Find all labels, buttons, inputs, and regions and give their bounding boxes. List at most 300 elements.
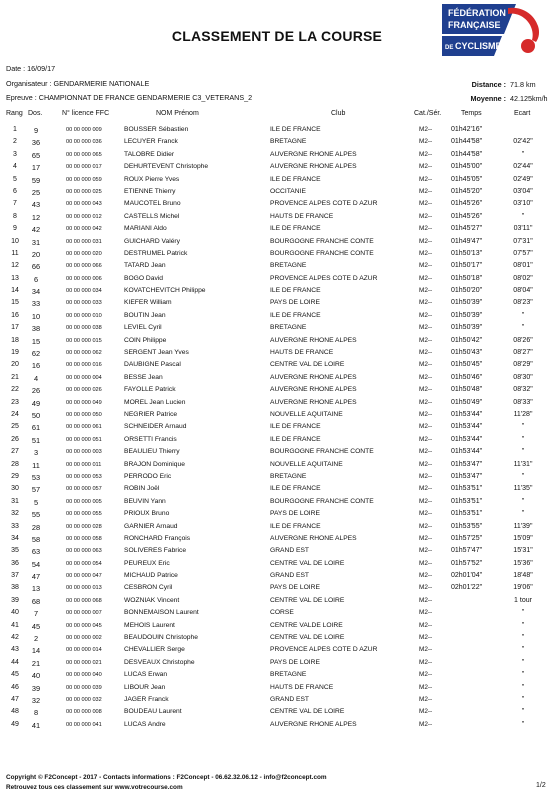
finish-time: 01h57'25" xyxy=(451,534,483,542)
licence-number: 00 00 000 057 xyxy=(66,486,102,493)
time-gap: 08'33" xyxy=(513,398,533,406)
category: M2-- xyxy=(419,683,433,691)
category: M2-- xyxy=(419,324,433,332)
rank: 11 xyxy=(11,249,19,257)
licence-number: 00 00 000 049 xyxy=(66,399,102,406)
rank: 7 xyxy=(13,200,17,208)
table-row xyxy=(0,285,554,297)
time-gap: 08'23" xyxy=(513,299,533,307)
rider-name: ROBIN Joël xyxy=(124,485,160,493)
bib-number: 14 xyxy=(31,646,41,656)
bib-number: 38 xyxy=(31,324,41,334)
table-row xyxy=(0,644,554,656)
rank: 4 xyxy=(13,163,17,171)
club-name: AUVERGNE RHONE ALPES xyxy=(270,720,357,728)
rank: 46 xyxy=(11,683,19,691)
rank: 30 xyxy=(11,485,19,493)
rider-name: PEUREUX Eric xyxy=(124,559,170,567)
finish-time: 01h53'51" xyxy=(451,497,483,505)
table-row xyxy=(0,384,554,396)
distance-label xyxy=(460,80,506,89)
bib-number: 5 xyxy=(33,497,39,507)
finish-time: 01h45'27" xyxy=(451,225,483,233)
bib-number: 12 xyxy=(31,212,41,222)
finish-time: 01h45'05" xyxy=(451,175,483,183)
licence-number: 00 00 000 059 xyxy=(66,176,102,183)
rider-name: BOGO David xyxy=(124,274,164,282)
bib-number: 31 xyxy=(31,237,41,247)
bib-number: 21 xyxy=(31,658,41,668)
col-temps: Temps xyxy=(461,110,482,117)
table-row xyxy=(0,161,554,173)
time-gap: 1 tour xyxy=(514,596,532,604)
club-name: PROVENCE ALPES COTE D AZUR xyxy=(270,646,378,654)
rider-name: BOUSSER Sébastien xyxy=(124,126,189,133)
club-name: PAYS DE LOIRE xyxy=(270,510,320,518)
licence-number: 00 00 000 012 xyxy=(66,213,102,220)
table-row xyxy=(0,694,554,706)
club-name: CENTRE VAL DE LOIRE xyxy=(270,708,345,716)
table-row xyxy=(0,719,554,731)
table-row xyxy=(0,297,554,309)
table-row xyxy=(0,582,554,594)
rider-name: ROUX Pierre Yves xyxy=(124,175,180,183)
finish-time: 01h50'43" xyxy=(451,349,483,357)
club-name: AUVERGNE RHONE ALPES xyxy=(270,163,357,171)
rider-name: MAUCOTEL Bruno xyxy=(124,200,181,208)
bib-number: 41 xyxy=(31,720,41,730)
finish-time: 01h50'17" xyxy=(451,262,483,270)
time-gap: " xyxy=(521,150,525,158)
rider-name: GARNIER Arnaud xyxy=(124,522,178,530)
rider-name: KIEFER William xyxy=(124,299,172,307)
page-number: 1/2 xyxy=(536,782,546,789)
finish-time: 01h45'26" xyxy=(451,200,483,208)
time-gap: 03'11" xyxy=(513,225,533,233)
rank: 24 xyxy=(11,410,19,418)
club-name: ILE DE FRANCE xyxy=(270,522,321,530)
licence-number: 00 00 000 008 xyxy=(66,709,102,716)
finish-time: 01h45'20" xyxy=(451,187,483,195)
rider-name: ETIENNE Thierry xyxy=(124,187,176,195)
bib-number: 16 xyxy=(31,361,41,371)
category: M2-- xyxy=(419,386,433,394)
licence-number: 00 00 000 021 xyxy=(66,659,102,666)
category: M2-- xyxy=(419,646,433,654)
rider-name: RONCHARD François xyxy=(124,534,191,542)
logo-text-de: DE xyxy=(445,45,454,51)
finish-time: 01h53'47" xyxy=(451,460,483,468)
rider-name: LEVIEL Cyril xyxy=(124,324,162,332)
finish-time: 01h50'39" xyxy=(451,299,483,307)
category: M2-- xyxy=(419,720,433,728)
time-gap: " xyxy=(521,510,525,518)
club-name: NOUVELLE AQUITAINE xyxy=(270,410,343,418)
club-name: ILE DE FRANCE xyxy=(270,311,321,319)
category: M2-- xyxy=(419,225,433,233)
footer-website: Retrouvez tous ces classement sur www.votrecourse.com xyxy=(6,784,183,791)
club-name: PAYS DE LOIRE xyxy=(270,299,320,307)
rank: 43 xyxy=(11,646,19,654)
category: M2-- xyxy=(419,336,433,344)
licence-number: 00 00 000 047 xyxy=(66,573,102,580)
rider-name: NEGRIER Patrice xyxy=(124,410,178,418)
bib-number: 49 xyxy=(31,398,41,408)
time-gap: 02'42" xyxy=(513,138,533,146)
licence-number: 00 00 000 038 xyxy=(66,325,102,332)
rider-name: MICHAUD Patrice xyxy=(124,572,178,580)
table-row xyxy=(0,521,554,533)
time-gap: 08'26" xyxy=(513,336,533,344)
rider-name: BONNEMAISON Laurent xyxy=(124,609,199,617)
finish-time: 01h53'47" xyxy=(451,472,483,480)
bib-number: 32 xyxy=(31,695,41,705)
time-gap: 11'35" xyxy=(513,485,533,493)
club-name: AUVERGNE RHONE ALPES xyxy=(270,534,357,542)
time-gap: 07'57" xyxy=(513,249,533,257)
licence-number: 00 00 000 066 xyxy=(66,263,102,270)
bib-number: 54 xyxy=(31,559,41,569)
category: M2-- xyxy=(419,695,433,703)
rider-name: LECUYER Franck xyxy=(124,138,178,146)
col-cat: Cat./Sér. xyxy=(414,110,442,117)
table-row xyxy=(0,211,554,223)
rank: 14 xyxy=(11,287,19,295)
rank: 32 xyxy=(11,510,19,518)
finish-time: 01h57'52" xyxy=(451,559,483,567)
rank: 12 xyxy=(11,262,19,270)
col-licence: N° licence FFC xyxy=(62,110,110,117)
finish-time: 01h50'18" xyxy=(451,274,483,282)
licence-number: 00 00 000 013 xyxy=(66,585,102,592)
rider-name: KOVATCHEVITCH Philippe xyxy=(124,287,206,295)
category: M2-- xyxy=(419,572,433,580)
finish-time: 01h57'47" xyxy=(451,547,483,555)
finish-time: 01h53'51" xyxy=(451,485,483,493)
time-gap: 11'39" xyxy=(513,522,533,530)
time-gap: 11'31" xyxy=(513,460,533,468)
licence-number: 00 00 000 045 xyxy=(66,622,102,629)
col-nom: NOM Prénom xyxy=(156,110,199,117)
rank: 9 xyxy=(13,225,17,233)
time-gap: " xyxy=(521,324,525,332)
licence-number: 00 00 000 005 xyxy=(66,498,102,505)
licence-number: 00 00 000 025 xyxy=(66,188,102,195)
time-gap: 08'27" xyxy=(513,349,533,357)
rank: 38 xyxy=(11,584,19,592)
table-row xyxy=(0,260,554,272)
category: M2-- xyxy=(419,262,433,270)
rider-name: WOZNIAK Vincent xyxy=(124,596,180,604)
licence-number: 00 00 000 015 xyxy=(66,337,102,344)
club-name: ILE DE FRANCE xyxy=(270,485,321,493)
licence-number: 00 00 000 050 xyxy=(66,411,102,418)
category: M2-- xyxy=(419,126,433,133)
table-row xyxy=(0,508,554,520)
rank: 17 xyxy=(11,324,19,332)
race-date: Date : 16/09/17 xyxy=(6,64,56,73)
category: M2-- xyxy=(419,435,433,443)
category: M2-- xyxy=(419,634,433,642)
table-row xyxy=(0,149,554,161)
category: M2-- xyxy=(419,472,433,480)
time-gap: 08'32" xyxy=(513,386,533,394)
table-row xyxy=(0,533,554,545)
time-gap: " xyxy=(521,448,525,456)
rank: 18 xyxy=(11,336,19,344)
bib-number: 20 xyxy=(31,249,41,259)
club-name: CENTRE VAL DE LOIRE xyxy=(270,361,345,369)
rider-name: CESBRON Cyril xyxy=(124,584,173,592)
bib-number: 47 xyxy=(31,572,41,582)
time-gap: 08'04" xyxy=(513,287,533,295)
rank: 45 xyxy=(11,671,19,679)
table-row xyxy=(0,446,554,458)
club-name: AUVERGNE RHONE ALPES xyxy=(270,373,357,381)
results-table xyxy=(0,124,554,731)
table-row xyxy=(0,310,554,322)
table-row xyxy=(0,471,554,483)
table-row xyxy=(0,124,554,136)
category: M2-- xyxy=(419,497,433,505)
licence-number: 00 00 000 062 xyxy=(66,350,102,357)
speed-value: 42.125km/h xyxy=(510,94,548,103)
rank: 33 xyxy=(11,522,19,530)
licence-number: 00 00 000 058 xyxy=(66,535,102,542)
club-name: CENTRE VAL DE LOIRE xyxy=(270,559,345,567)
finish-time: 01h53'44" xyxy=(451,410,483,418)
bib-number: 65 xyxy=(31,150,41,160)
category: M2-- xyxy=(419,584,433,592)
time-gap: " xyxy=(521,212,525,220)
licence-number: 00 00 000 004 xyxy=(66,374,102,381)
rider-name: BEUVIN Yann xyxy=(124,497,166,505)
licence-number: 00 00 000 063 xyxy=(66,548,102,555)
club-name: CENTRE VAL DE LOIRE xyxy=(270,634,345,642)
category: M2-- xyxy=(419,237,433,245)
rank: 26 xyxy=(11,435,19,443)
rank: 41 xyxy=(11,621,19,629)
finish-time: 01h50'46" xyxy=(451,373,483,381)
bib-number: 53 xyxy=(31,472,41,482)
time-gap: " xyxy=(521,497,525,505)
rider-name: DAUBIGNE Pascal xyxy=(124,361,181,369)
table-row xyxy=(0,595,554,607)
club-name: PAYS DE LOIRE xyxy=(270,584,320,592)
category: M2-- xyxy=(419,212,433,220)
finish-time: 01h45'26" xyxy=(451,212,483,220)
rank: 29 xyxy=(11,472,19,480)
licence-number: 00 00 000 031 xyxy=(66,238,102,245)
col-rang: Rang xyxy=(6,110,23,117)
category: M2-- xyxy=(419,559,433,567)
table-row xyxy=(0,558,554,570)
rank: 37 xyxy=(11,572,19,580)
logo-text-1: FÉDÉRATION xyxy=(448,8,506,18)
ffc-logo-graphic xyxy=(442,4,548,56)
bib-number: 42 xyxy=(31,225,41,235)
bib-number: 8 xyxy=(33,708,39,718)
speed-label xyxy=(460,94,506,103)
rider-name: LIBOUR Jean xyxy=(124,683,166,691)
club-name: AUVERGNE RHONE ALPES xyxy=(270,150,357,158)
club-name: GRAND EST xyxy=(270,695,310,703)
licence-number: 00 00 000 003 xyxy=(66,449,102,456)
time-gap: " xyxy=(521,621,525,629)
finish-time: 01h50'42" xyxy=(451,336,483,344)
club-name: ILE DE FRANCE xyxy=(270,435,321,443)
bib-number: 10 xyxy=(31,311,41,321)
licence-number: 00 00 000 034 xyxy=(66,288,102,295)
bib-number: 26 xyxy=(31,386,41,396)
category: M2-- xyxy=(419,361,433,369)
category: M2-- xyxy=(419,249,433,257)
finish-time: 01h53'44" xyxy=(451,423,483,431)
category: M2-- xyxy=(419,534,433,542)
table-row xyxy=(0,620,554,632)
rider-name: FAYOLLE Patrick xyxy=(124,386,176,394)
rider-name: JAGER Franck xyxy=(124,695,169,703)
licence-number: 00 00 000 061 xyxy=(66,424,102,431)
finish-time: 01h53'44" xyxy=(451,435,483,443)
table-row xyxy=(0,669,554,681)
rank: 19 xyxy=(11,349,19,357)
rank: 2 xyxy=(13,138,17,146)
time-gap: 02'44" xyxy=(513,163,533,171)
licence-number: 00 00 000 068 xyxy=(66,597,102,604)
logo-text-3: CYCLISME xyxy=(455,41,502,51)
footer-copyright: Copyright © F2Concept - 2017 - Contacts informations : F2Concept - 06.62.32.06.12 - info@f2concept.com xyxy=(6,774,327,781)
table-row xyxy=(0,186,554,198)
category: M2-- xyxy=(419,658,433,666)
time-gap: " xyxy=(521,423,525,431)
rider-name: PERRODO Eric xyxy=(124,472,172,480)
bib-number: 3 xyxy=(33,448,39,458)
rider-name: SCHNEIDER Arnaud xyxy=(124,423,187,431)
bib-number: 9 xyxy=(33,126,39,135)
rider-name: GUICHARD Valéry xyxy=(124,237,180,245)
rider-name: BRAJON Dominique xyxy=(124,460,185,468)
club-name: CORSE xyxy=(270,609,294,617)
speed-label-text: Moyenne : xyxy=(470,94,506,103)
bib-number: 58 xyxy=(31,534,41,544)
category: M2-- xyxy=(419,485,433,493)
rider-name: TALOBRE Didier xyxy=(124,150,175,158)
bib-number: 25 xyxy=(31,187,41,197)
time-gap: " xyxy=(521,708,525,716)
rank: 10 xyxy=(11,237,19,245)
bib-number: 28 xyxy=(31,522,41,532)
category: M2-- xyxy=(419,547,433,555)
time-gap: 08'01" xyxy=(513,262,533,270)
club-name: GRAND EST xyxy=(270,572,310,580)
bib-number: 66 xyxy=(31,262,41,272)
licence-number: 00 00 000 014 xyxy=(66,647,102,654)
distance-value: 71.8 km xyxy=(510,80,536,89)
club-name: AUVERGNE RHONE ALPES xyxy=(270,398,357,406)
bib-number: 45 xyxy=(31,621,41,631)
finish-time: 01h44'58" xyxy=(451,150,483,158)
club-name: AUVERGNE RHONE ALPES xyxy=(270,386,357,394)
rank: 16 xyxy=(11,311,19,319)
club-name: ILE DE FRANCE xyxy=(270,175,321,183)
rider-name: LUCAS Andre xyxy=(124,720,166,728)
category: M2-- xyxy=(419,175,433,183)
rider-name: BEAULIEU Thierry xyxy=(124,448,180,456)
rank: 8 xyxy=(13,212,17,220)
rank: 22 xyxy=(11,386,19,394)
rank: 34 xyxy=(11,534,19,542)
time-gap: " xyxy=(521,634,525,642)
club-name: NOUVELLE AQUITAINE xyxy=(270,460,343,468)
time-gap: 19'06" xyxy=(513,584,533,592)
club-name: GRAND EST xyxy=(270,547,310,555)
time-gap: 08'30" xyxy=(513,373,533,381)
rank: 35 xyxy=(11,547,19,555)
licence-number: 00 00 000 007 xyxy=(66,610,102,617)
club-name: ILE DE FRANCE xyxy=(270,126,321,133)
finish-time: 01h53'51" xyxy=(451,510,483,518)
bib-number: 63 xyxy=(31,547,41,557)
organizer: Organisateur : GENDARMERIE NATIONALE xyxy=(6,79,150,88)
bib-number: 33 xyxy=(31,299,41,309)
licence-number: 00 00 000 042 xyxy=(66,226,102,233)
category: M2-- xyxy=(419,138,433,146)
licence-number: 00 00 000 043 xyxy=(66,201,102,208)
finish-time: 01h50'39" xyxy=(451,311,483,319)
category: M2-- xyxy=(419,671,433,679)
rank: 28 xyxy=(11,460,19,468)
club-name: BOURGOGNE FRANCHE CONTE xyxy=(270,497,374,505)
category: M2-- xyxy=(419,609,433,617)
club-name: HAUTS DE FRANCE xyxy=(270,349,334,357)
finish-time: 01h50'20" xyxy=(451,287,483,295)
bib-number: 50 xyxy=(31,410,41,420)
rider-name: BEAUDOUIN Christophe xyxy=(124,634,198,642)
licence-number: 00 00 000 032 xyxy=(66,696,102,703)
licence-number: 00 00 000 033 xyxy=(66,300,102,307)
licence-number: 00 00 000 055 xyxy=(66,511,102,518)
rider-name: SERGENT Jean Yves xyxy=(124,349,189,357)
rider-name: BOUTIN Jean xyxy=(124,311,166,319)
club-name: BOURGOGNE FRANCHE CONTE xyxy=(270,237,374,245)
table-row xyxy=(0,322,554,334)
licence-number: 00 00 000 054 xyxy=(66,560,102,567)
table-row xyxy=(0,248,554,260)
time-gap: " xyxy=(521,609,525,617)
rank: 15 xyxy=(11,299,19,307)
time-gap: " xyxy=(521,695,525,703)
rank: 13 xyxy=(11,274,19,282)
club-name: HAUTS DE FRANCE xyxy=(270,212,334,220)
logo-text-2: FRANÇAISE xyxy=(448,20,501,30)
time-gap: " xyxy=(521,311,525,319)
rider-name: BOUDEAU Laurent xyxy=(124,708,182,716)
club-name: ILE DE FRANCE xyxy=(270,423,321,431)
club-name: CENTRE VALDE LOIRE xyxy=(270,621,343,629)
rank: 27 xyxy=(11,448,19,456)
licence-number: 00 00 000 006 xyxy=(66,275,102,282)
club-name: AUVERGNE RHONE ALPES xyxy=(270,336,357,344)
table-row xyxy=(0,496,554,508)
table-row xyxy=(0,236,554,248)
club-name: ILE DE FRANCE xyxy=(270,287,321,295)
licence-number: 00 00 000 026 xyxy=(66,387,102,394)
licence-number: 00 00 000 065 xyxy=(66,151,102,158)
category: M2-- xyxy=(419,311,433,319)
category: M2-- xyxy=(419,150,433,158)
event-name: Epreuve : CHAMPIONNAT DE FRANCE GENDARMERIE C3_VETERANS_2 xyxy=(6,93,253,102)
